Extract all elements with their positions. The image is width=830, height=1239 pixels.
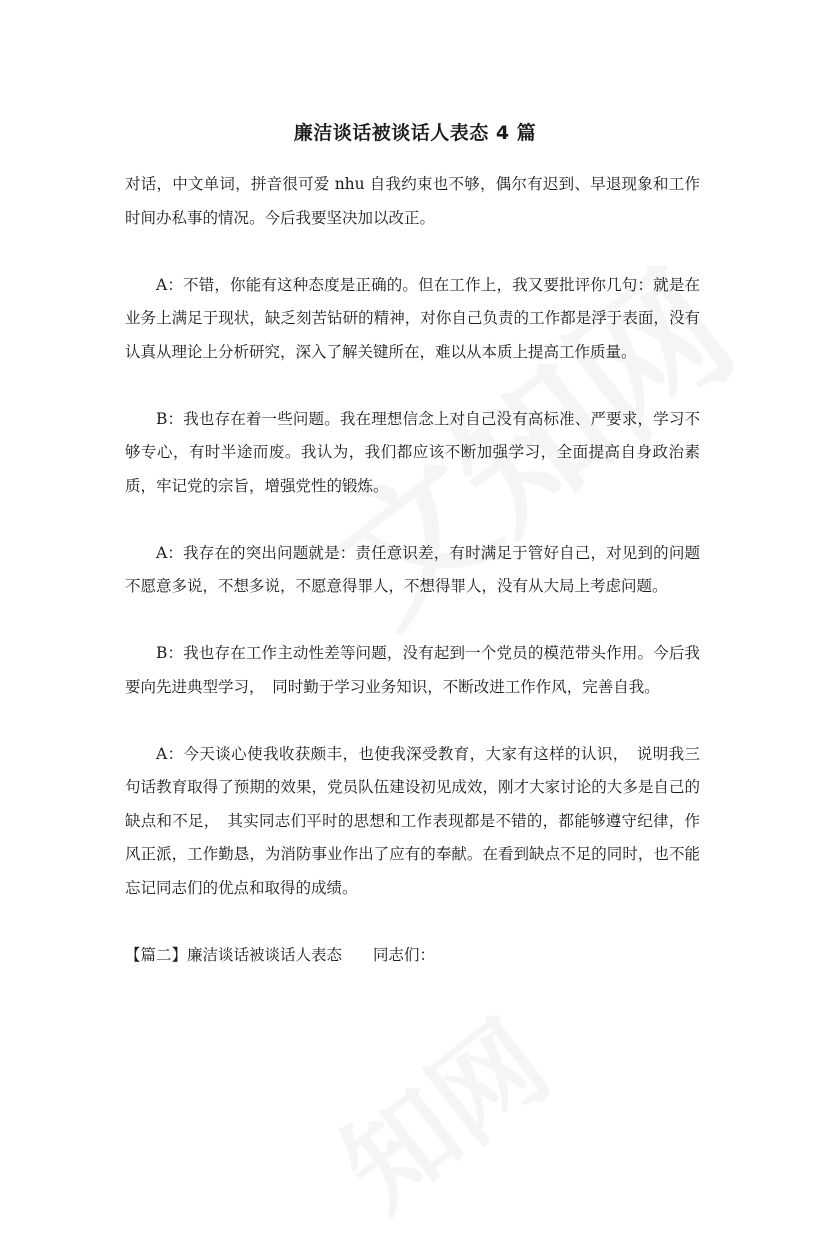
section-heading-part-two: 【篇二】廉洁谈话被谈话人表态 同志们： bbox=[125, 945, 436, 964]
document-title: 廉洁谈话被谈话人表态 4 篇 bbox=[293, 122, 537, 144]
paragraph-b-1: B：我也存在着一些问题。我在理想信念上对自己没有高标准、严要求，学习不够专心，有时半途而废。我认为，我们都应该不断加强学习，全面提高自身政治素质，牢记党的宗旨，增强党性的锻炼。 bbox=[125, 409, 700, 495]
paragraph-a-1: A：不错，你能有这种态度是正确的。但在工作上，我又要批评你几句：就是在业务上满足于现状，缺乏刻苦钻研的精神，对你自己负责的工作都是浮于表面，没有认真从理论上分析研究，深入了解关键所在，难以从本质上提高工作质量。 bbox=[125, 275, 700, 361]
paragraph-b-2: B：我也存在工作主动性差等问题，没有起到一个党员的模范带头作用。今后我要向先进典型学习， 同时勤于学习业务知识，不断改进工作作风，完善自我。 bbox=[125, 644, 700, 696]
paragraph-a-3: A：今天谈心使我收获颇丰，也使我深受教育，大家有这样的认识， 说明我三句话教育取得了预期的效果，党员队伍建设初见成效，刚才大家讨论的大多是自己的缺点和不足， 其实同志们平时的思想和工作表现都是不错的，都能够遵守纪律，作风正派，工作勤恳，为消防事业作出了应有的奉献。在看到缺点不足的同时，也不能忘记同志们的优点和取得的成绩。 bbox=[125, 744, 700, 897]
watermark-footer bbox=[305, 979, 576, 1239]
paragraph-continuation: 对话，中文单词，拼音很可爱 nhu 自我约束也不够，偶尔有迟到、早退现象和工作时间办私事的情况。今后我要坚决加以改正。 bbox=[125, 175, 700, 227]
paragraph-a-2: A：我存在的突出问题就是：责任意识差，有时满足于管好自己，对见到的问题不愿意多说，不想多说，不愿意得罪人，不想得罪人，没有从大局上考虑问题。 bbox=[125, 543, 700, 595]
document-body bbox=[125, 168, 700, 972]
